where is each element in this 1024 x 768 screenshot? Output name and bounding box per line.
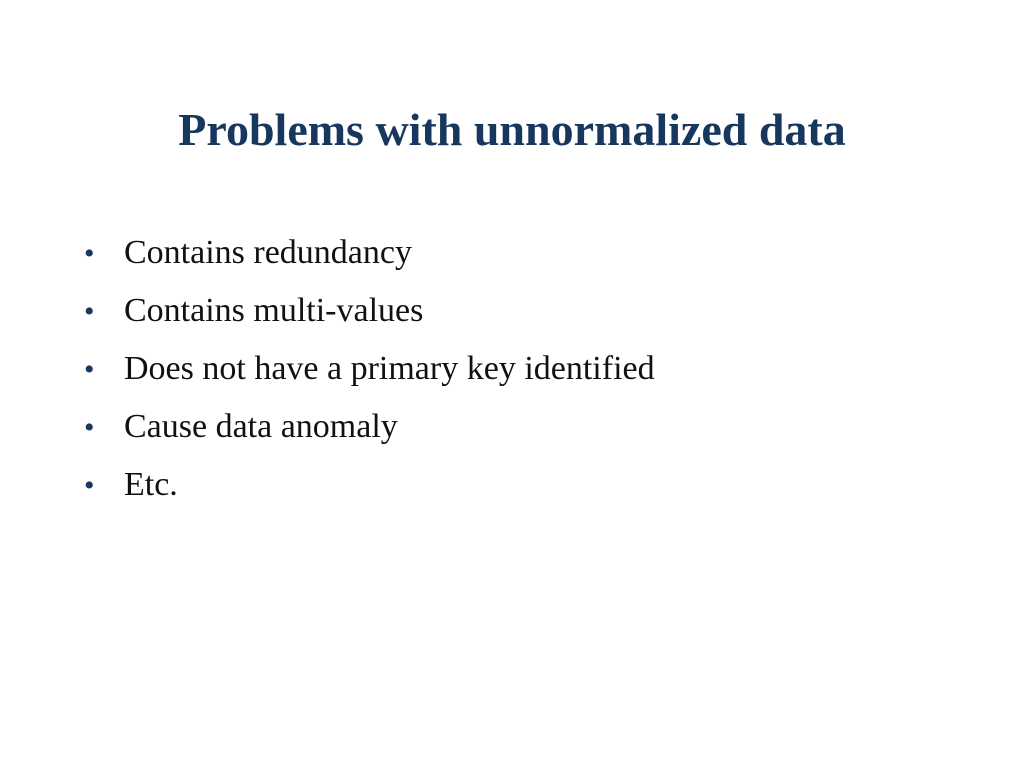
bullet-icon: •: [84, 411, 95, 444]
list-item: [84, 228, 655, 286]
bullet-icon: •: [84, 353, 95, 386]
bullet-text: Contains multi-values: [124, 292, 424, 329]
bullet-text: Cause data anomaly: [124, 408, 398, 445]
bullet-text: Contains redundancy: [124, 234, 412, 271]
slide-title: Problems with unnormalized data: [178, 104, 846, 155]
bullet-text: Does not have a primary key identified: [124, 350, 655, 387]
list-item: [84, 344, 655, 402]
bullet-icon: •: [84, 237, 95, 270]
list-item: [84, 286, 655, 344]
list-item: [84, 460, 655, 518]
bullet-text: Etc.: [124, 466, 178, 503]
bullet-icon: •: [84, 469, 95, 502]
list-item: [84, 402, 655, 460]
bullet-list: [84, 228, 655, 518]
bullet-icon: •: [84, 295, 95, 328]
